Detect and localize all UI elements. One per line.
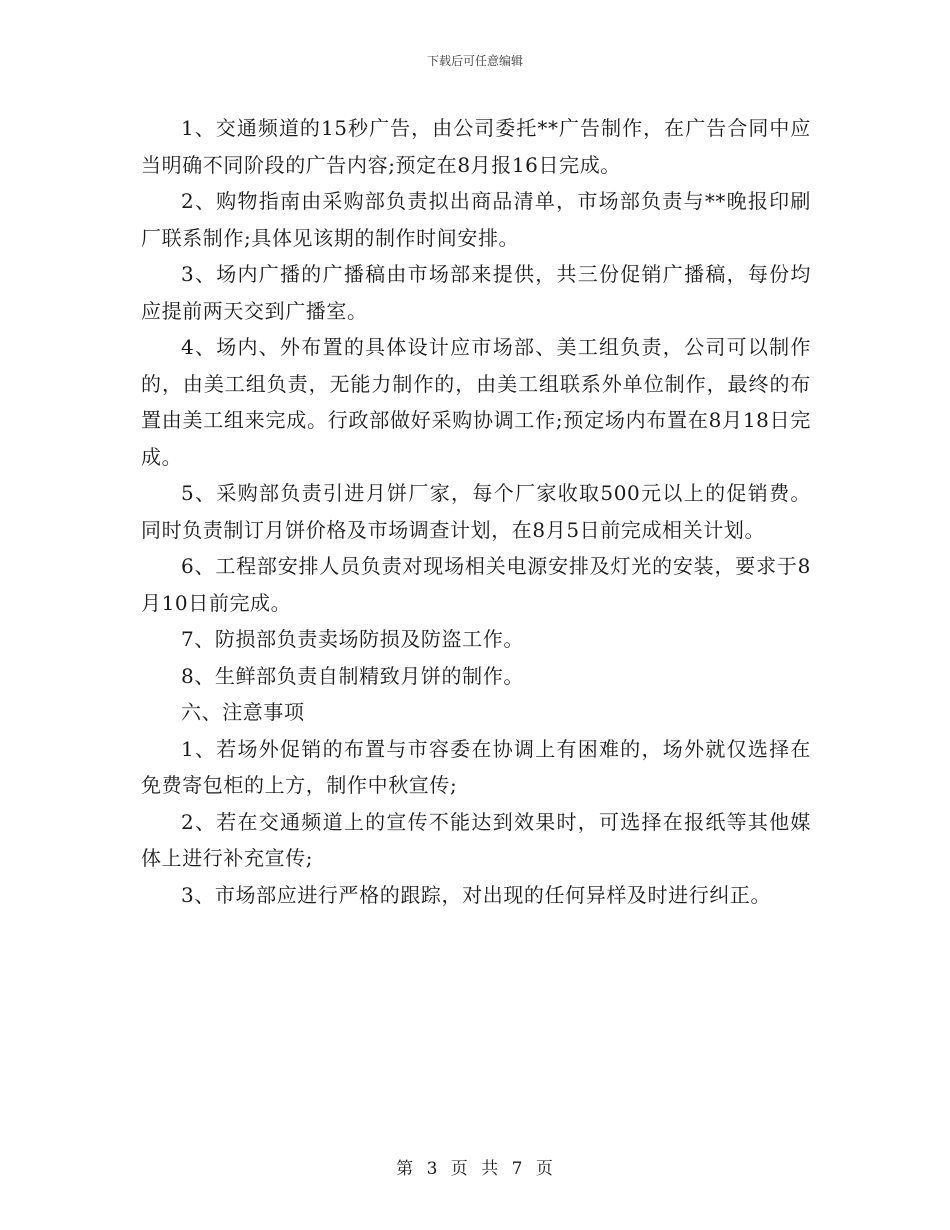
paragraph-7: 7、防损部负责卖场防损及防盗工作。 (181, 627, 524, 651)
paragraph-5: 5、采购部负责引进月饼厂家，每个厂家收取500元以上的促销费。同时负责制订月饼价格及市场调查计划，在8月5日前完成相关计划。 (141, 481, 811, 542)
paragraph-1: 1、交通频道的15秒广告，由公司委托**广告制作，在广告合同中应当明确不同阶段的广告内容;预定在8月报16日完成。 (141, 116, 811, 177)
paragraph-3: 3、场内广播的广播稿由市场部来提供，共三份促销广播稿，每份均应提前两天交到广播室。 (141, 262, 811, 323)
paragraph-6: 6、工程部安排人员负责对现场相关电源安排及灯光的安装，要求于8月10日前完成。 (141, 554, 811, 615)
precaution-1: 1、若场外促销的布置与市容委在协调上有困难的，场外就仅选择在免费寄包柜的上方，制作中秋宣传; (141, 736, 811, 797)
paragraph-4: 4、场内、外布置的具体设计应市场部、美工组负责，公司可以制作的，由美工组负责，无能力制作的，由美工组联系外单位制作，最终的布置由美工组来完成。行政部做好采购协调工作;预定场内布置在8月18日完成。 (141, 335, 811, 469)
paragraph-2: 2、购物指南由采购部负责拟出商品清单，市场部负责与**晚报印刷厂联系制作;具体见该期的制作时间安排。 (141, 189, 811, 250)
precaution-2: 2、若在交通频道上的宣传不能达到效果时，可选择在报纸等其他媒体上进行补充宣传; (141, 809, 811, 870)
paragraph-8: 8、生鲜部负责自制精致月饼的制作。 (181, 663, 524, 688)
section-heading-precautions: 六、注意事项 (181, 700, 305, 724)
page-footer: 第 3 页 共 7 页 (396, 1159, 554, 1179)
page-header: 下载后可任意编辑 (426, 54, 523, 68)
document-body (141, 110, 811, 913)
precaution-3: 3、市场部应进行严格的跟踪，对出现的任何异样及时进行纠正。 (181, 882, 772, 907)
